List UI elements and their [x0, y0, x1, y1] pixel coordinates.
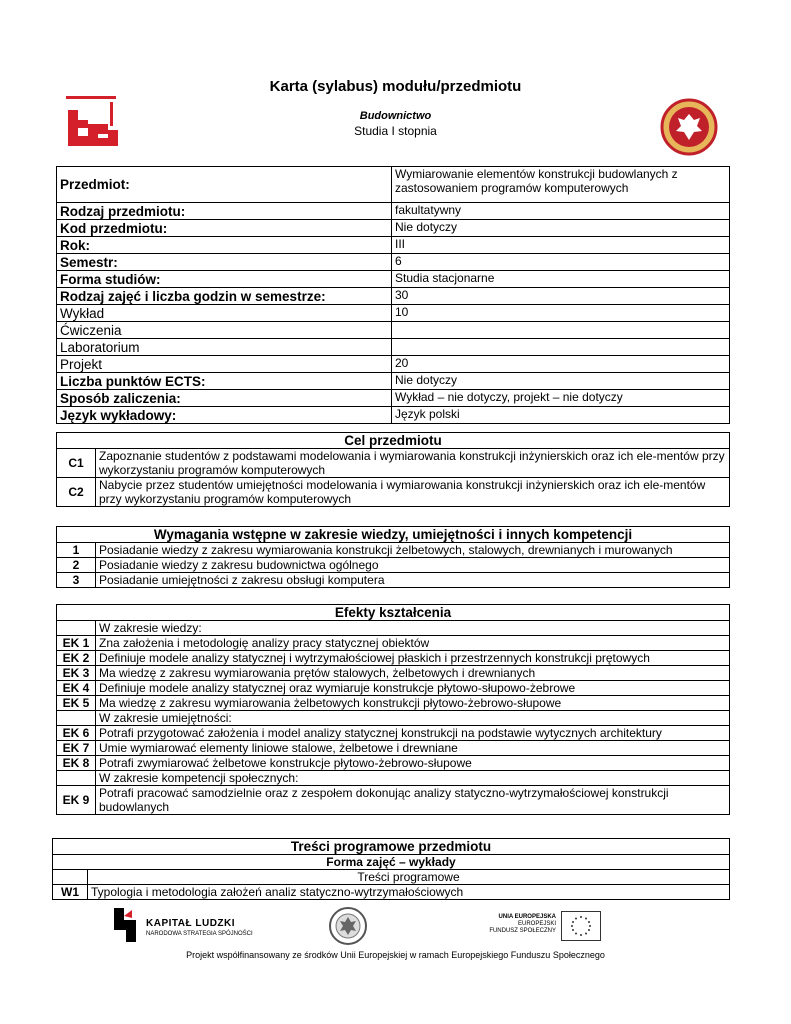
outcome-text: Definiuje modele analizy statycznej oraz wymiaruje konstrukcje płytowo-słupowo-żebrowe: [96, 681, 730, 696]
content-col-header: Treści programowe: [88, 870, 730, 885]
info-label: Rodzaj zajęć i liczba godzin w semestrze:: [57, 288, 392, 305]
info-label: Forma studiów:: [57, 271, 392, 288]
req-code: 1: [57, 543, 96, 558]
info-label: Przedmiot:: [57, 167, 392, 203]
info-value: 6: [392, 254, 730, 271]
req-text: Posiadanie wiedzy z zakresu budownictwa ogólnego: [96, 558, 730, 573]
outcome-code: EK 4: [57, 681, 96, 696]
outcome-code: EK 3: [57, 666, 96, 681]
outcome-text: Definiuje modele analizy statycznej i wytrzymałościowej płaskich i przestrzennych konstrukcji prętowych: [96, 651, 730, 666]
outcome-code: EK 2: [57, 651, 96, 666]
outcome-code: EK 9: [57, 786, 96, 815]
field-of-study: Budownictwo: [359, 110, 432, 122]
info-value: 20: [392, 356, 730, 373]
info-value: Nie dotyczy: [392, 373, 730, 390]
outcome-code: EK 1: [57, 636, 96, 651]
page-title: Karta (sylabus) modułu/przedmiotu: [269, 78, 522, 95]
content-form: Forma zajęć – wykłady: [53, 855, 730, 870]
outcome-section: W zakresie wiedzy:: [96, 621, 730, 636]
outcome-text: Ma wiedzę z zakresu wymiarowania prętów stalowych, żelbetowych i drewnianych: [96, 666, 730, 681]
req-code: 3: [57, 573, 96, 588]
eu-flag-icon: [561, 911, 601, 941]
kl-subtitle: NARODOWA STRATEGIA SPÓJNOŚCI: [146, 931, 253, 937]
req-text: Posiadanie wiedzy z zakresu wymiarowania konstrukcji żelbetowych, stalowych, drewnianych i murowanych: [96, 543, 730, 558]
info-value: [392, 322, 730, 339]
outcome-text: Zna założenia i metodologię analizy pracy statycznej obiektów: [96, 636, 730, 651]
info-value: 10: [392, 305, 730, 322]
info-label: Projekt: [57, 356, 392, 373]
info-label: Laboratorium: [57, 339, 392, 356]
outcome-code: EK 7: [57, 741, 96, 756]
info-value: Wymiarowanie elementów konstrukcji budowlanych z zastosowaniem programów komputerowych: [392, 167, 730, 203]
outcome-text: Potrafi zwymiarować żelbetowe konstrukcje płytowo-żebrowo-słupowe: [96, 756, 730, 771]
content-table: [52, 838, 730, 900]
outcome-section: W zakresie kompetencji społecznych:: [96, 771, 730, 786]
outcome-code: EK 6: [57, 726, 96, 741]
goal-text: Zapoznanie studentów z podstawami modelowania i wymiarowania konstrukcji inżynierskich oraz ich ele-mentów przy wykorzystaniu programów komputerowych: [96, 449, 730, 478]
footer-seal: [328, 906, 368, 946]
section-title: Treści programowe przedmiotu: [53, 839, 730, 855]
content-text: Typologia i metodologia założeń analiz statyczno-wytrzymałościowych: [88, 885, 730, 900]
info-label: Rok:: [57, 237, 392, 254]
req-code: 2: [57, 558, 96, 573]
info-value: Wykład – nie dotyczy, projekt – nie dotyczy: [392, 390, 730, 407]
info-label: Kod przedmiotu:: [57, 220, 392, 237]
course-info-table: [56, 166, 730, 424]
info-label: Semestr:: [57, 254, 392, 271]
section-title: Efekty kształcenia: [57, 605, 730, 621]
outcome-text: Potrafi pracować samodzielnie oraz z zespołem dokonując analizy statyczno-wytrzymałościowej konstrukcji budowlanych: [96, 786, 730, 815]
info-value: Język polski: [392, 407, 730, 424]
study-level: Studia I stopnia: [354, 124, 437, 138]
seal-emblem: [660, 98, 718, 156]
outcome-code: EK 8: [57, 756, 96, 771]
footer-note: Projekt współfinansowany ze środków Unii Europejskiej w ramach Europejskiego Funduszu Społecznego: [186, 950, 605, 960]
info-value: 30: [392, 288, 730, 305]
goal-text: Nabycie przez studentów umiejętności modelowania i wymiarowania konstrukcji inżynierskich oraz ich ele-mentów przy wykorzystaniu programów komputerowych: [96, 478, 730, 507]
info-label: Wykład: [57, 305, 392, 322]
section-title: Wymagania wstępne w zakresie wiedzy, umiejętności i innych kompetencji: [57, 527, 730, 543]
outcome-code: EK 5: [57, 696, 96, 711]
info-value: III: [392, 237, 730, 254]
goal-code: C2: [57, 478, 96, 507]
outcome-section: W zakresie umiejętności:: [96, 711, 730, 726]
info-value: Studia stacjonarne: [392, 271, 730, 288]
outcome-text: Umie wymiarować elementy liniowe stalowe, żelbetowe i drewniane: [96, 741, 730, 756]
info-value: Nie dotyczy: [392, 220, 730, 237]
info-label: Sposób zaliczenia:: [57, 390, 392, 407]
goal-code: C1: [57, 449, 96, 478]
kapital-ludzki-logo: [110, 906, 140, 944]
info-value: fakultatywny: [392, 203, 730, 220]
goals-table: [56, 432, 730, 507]
info-label: Ćwiczenia: [57, 322, 392, 339]
outcome-text: Ma wiedzę z zakresu wymiarowania żelbetowych konstrukcji płytowo-żebrowo-słupowe: [96, 696, 730, 711]
outcomes-table: [56, 604, 730, 815]
info-label: Język wykładowy:: [57, 407, 392, 424]
requirements-table: [56, 526, 730, 588]
outcome-text: Potrafi przygotować założenia i model analizy statycznej konstrukcji na podstawie wytycznych architektury: [96, 726, 730, 741]
info-label: Liczba punktów ECTS:: [57, 373, 392, 390]
info-label: Rodzaj przedmiotu:: [57, 203, 392, 220]
content-code: W1: [53, 885, 88, 900]
eu-text: UNIA EUROPEJSKA EUROPEJSKI FUNDUSZ SPOŁECZNY: [489, 914, 556, 934]
kl-title: KAPITAŁ LUDZKI: [146, 918, 236, 929]
req-text: Posiadanie umiejętności z zakresu obsługi komputera: [96, 573, 730, 588]
info-value: [392, 339, 730, 356]
university-logo: [64, 94, 124, 152]
section-title: Cel przedmiotu: [57, 433, 730, 449]
